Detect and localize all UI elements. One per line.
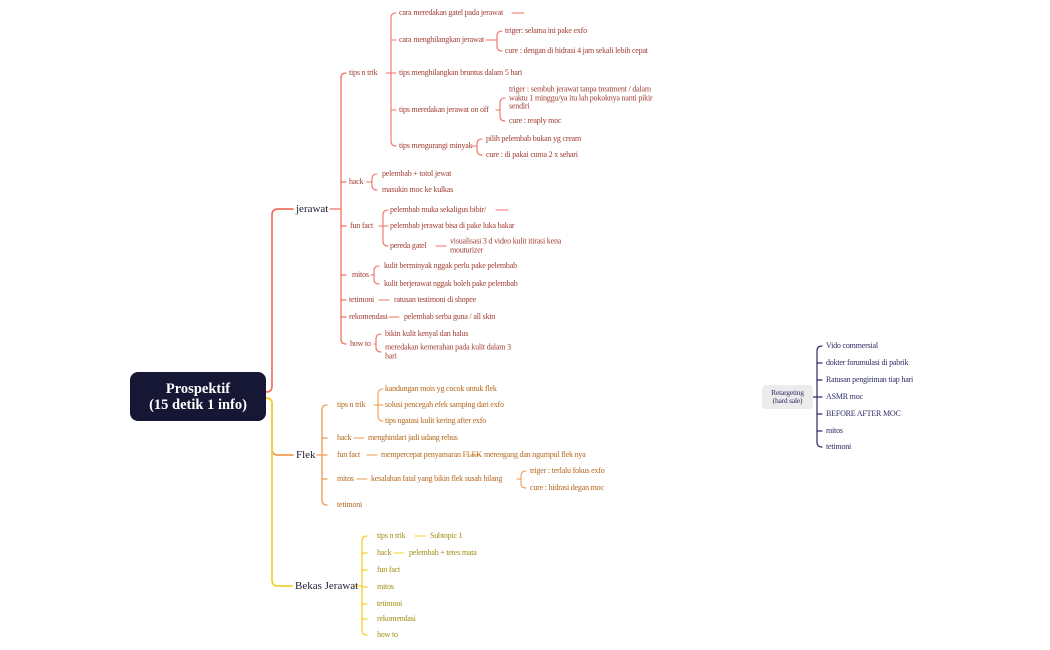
node-retargeting-tetimoni[interactable]: tetimoni [826, 441, 852, 451]
node-jerawat-tetimoni[interactable]: tetimoni [349, 294, 375, 304]
node-tips-bruntus-5-hari[interactable]: tips menghilangkan bruntus dalam 5 hari [399, 67, 523, 77]
node-triger-selama-ini-pake-exfo[interactable]: triger: selama ini pake exfo [505, 25, 587, 35]
node-kandungan-mois-flek[interactable]: kandungan mois yg cocok untuk flek [385, 383, 497, 393]
node-masukin-moc-kulkas[interactable]: masukin moc ke kulkas [382, 184, 454, 194]
node-cure-dipakai-2x-sehari[interactable]: cure : di pakai cuma 2 x sehari [486, 149, 578, 159]
node-triger-terlalu-fokus-exfo[interactable]: triger : terlalu fokus exfo [530, 465, 605, 475]
node-ratusan-pengiriman[interactable]: Ratusan pengiriman tiap hari [826, 374, 914, 384]
node-flek-hack[interactable]: hack [337, 432, 352, 442]
node-pelembab-tetes-mata[interactable]: pelembab + tetes mata [409, 547, 477, 557]
node-cure-hidrasi-4-jam[interactable]: cure : dengan di hidrasi 4 jam sekali lebih cepat [505, 45, 648, 55]
node-flek-tips-n-trik[interactable]: tips n trik [337, 399, 366, 409]
node-cure-hidrasi-degan-moc[interactable]: cure : hidrasi degan moc [530, 482, 604, 492]
node-kulit-berminyak-mitos[interactable]: kulit berminyak nggak perlu pake pelembab [384, 260, 517, 270]
node-bekas-fun-fact[interactable]: fun fact [377, 564, 401, 574]
node-pereda-gatel[interactable]: pereda gatel [390, 240, 427, 250]
node-jerawat-hack[interactable]: hack [349, 176, 364, 186]
node-jerawat-how-to[interactable]: how to [350, 338, 371, 348]
node-flek-fun-fact[interactable]: fun fact [337, 449, 361, 459]
branch-bekas-jerawat-label[interactable]: Bekas Jerawat [295, 579, 359, 592]
node-tips-meredakan-on-off[interactable]: tips meredakan jerawat on off [399, 104, 489, 114]
node-jerawat-tips-n-trik[interactable]: tips n trik [349, 67, 378, 77]
node-solusi-pencegah-exfo[interactable]: solusi pencegah efek samping dari exfo [385, 399, 504, 409]
node-cara-meredakan-gatel[interactable]: cara meredakan gatel pada jerawat [399, 7, 503, 17]
retargeting-label-line1: Retargeting [771, 387, 804, 397]
node-menghindari-udang-rebus[interactable]: menghindari jadi udang rebus [368, 432, 458, 442]
node-cure-reaply-moc[interactable]: cure : reaply moc [509, 115, 562, 125]
node-retargeting-mitos[interactable]: mitos [826, 425, 843, 435]
node-pelembab-luka-bakar[interactable]: pelembab jerawat bisa di pake luka bakar [390, 220, 515, 230]
node-kulit-berjerawat-mitos[interactable]: kulit berjerawat nggak boleh pake pelembab [384, 278, 518, 288]
branch-jerawat-label[interactable]: jerawat [296, 202, 329, 215]
node-before-after-moc[interactable]: BEFORE AFTER MOC [826, 408, 901, 418]
node-meredakan-kemerahan-3-hari[interactable]: meredakan kemerahan pada kulit dalam 3 hari [385, 342, 511, 360]
node-bekas-tips-n-trik[interactable]: tips n trik [377, 530, 406, 540]
node-kesalahan-fatal-flek[interactable]: kesalahan fatal yang bikin flek susah hilang [371, 473, 503, 483]
node-mempercepat-penyamaran-flek[interactable]: mempercepat penyamaran FLEK [381, 449, 482, 459]
node-pelembab-totol-jewat[interactable]: pelembab + totol jewat [382, 168, 452, 178]
node-bikin-kulit-kenyal[interactable]: bikin kulit kenyal dan halus [385, 328, 469, 338]
retargeting-label-line2: (hard sale) [772, 396, 803, 405]
node-triger-sembuh-tanpa-treatment[interactable]: triger : sembuh jerawat tanpa treatment / dalam waktu 1 minggu/ya itu lah pokoknya nanti pikir sendiri [509, 84, 653, 111]
node-asmr-moc[interactable]: ASMR moc [826, 391, 863, 401]
node-flek-mitos[interactable]: mitos [337, 473, 354, 483]
node-merengang-ngumpul-flek[interactable]: merengang dan ngumpul flek nya [484, 449, 586, 459]
node-bekas-subtopic-1[interactable]: Subtopic 1 [430, 530, 463, 540]
node-pelembab-serba-guna[interactable]: pelembab serba guna / all skin [404, 311, 496, 321]
node-tips-mengurangi-minyak[interactable]: tips mengurangi minyak [399, 140, 473, 150]
node-vido-commersial[interactable]: Vido commersial [826, 340, 878, 350]
node-flek-tetimoni[interactable]: tetimoni [337, 499, 363, 509]
node-bekas-hack[interactable]: hack [377, 547, 392, 557]
node-tips-ngatasi-kulit-kering[interactable]: tips ngatasi kulit kering after exfo [385, 415, 486, 425]
branch-flek-label[interactable]: Flek [296, 448, 316, 461]
retargeting-node[interactable] [762, 385, 813, 409]
root-node[interactable] [130, 372, 266, 421]
node-bekas-rekomendasi[interactable]: rekomendasi [377, 613, 416, 623]
node-pelembab-muka-bibir[interactable]: pelembab muka sekaligus bibir/ [390, 204, 486, 214]
node-jerawat-mitos[interactable]: mitos [352, 269, 369, 279]
node-bekas-tetimoni[interactable]: tetimoni [377, 598, 403, 608]
node-jerawat-fun-fact[interactable]: fun fact [350, 220, 374, 230]
root-title-line2: (15 detik 1 info) [149, 396, 247, 413]
root-title-line1: Prospektif [165, 380, 231, 397]
node-bekas-how-to[interactable]: how to [377, 629, 398, 639]
node-cara-menghilangkan-jerawat[interactable]: cara menghilangkan jerawat [399, 34, 484, 44]
node-dokter-forumulasi-pabrik[interactable]: dokter forumulasi di pabrik [826, 357, 909, 367]
node-pilih-pelembab-bukan-cream[interactable]: pilih pelembab bukan yg cream [486, 133, 582, 143]
node-ratusan-testimoni-shopee[interactable]: ratusan testimoni di shopee [394, 294, 476, 304]
node-bekas-mitos[interactable]: mitos [377, 581, 394, 591]
retargeting-connectors [813, 346, 822, 447]
node-jerawat-rekomendasi[interactable]: rekomendasi [349, 311, 388, 321]
node-visualisasi-3d-video[interactable]: visualisasi 3 d video kulit itirasi kena mouturizer [450, 236, 562, 254]
